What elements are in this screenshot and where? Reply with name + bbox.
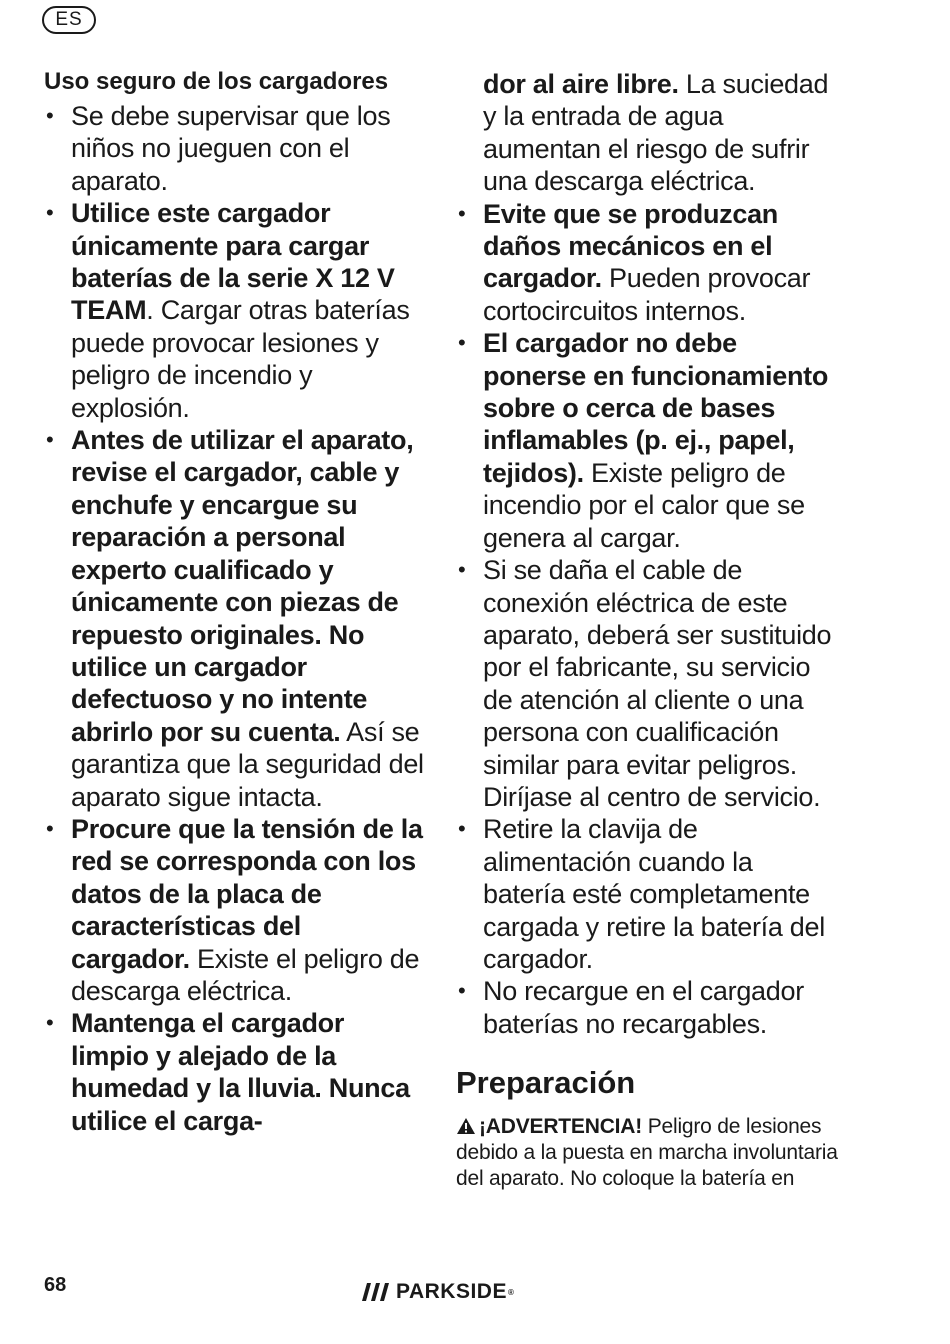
- section-heading: Uso seguro de los cargadores: [44, 68, 389, 95]
- warning-triangle-icon: [456, 1117, 476, 1135]
- list-item: • Antes de utilizar el aparato, revise el cargador, cable y enchufe y encargue su reparación a personal experto cualificado y únicamente con piezas de repuesto originales. No utilice un cargador defectuoso y no intente abrirlo por su cuenta. Así se garantiza que la seguridad del aparato sigue intacta.: [44, 424, 424, 813]
- list-item: • Procure que la tensión de la red se corresponda con los datos de la placa de características del cargador. Existe el peligro de descarga eléctrica.: [44, 813, 424, 1007]
- safety-list-left: [44, 100, 424, 1137]
- warning-label: ¡ADVERTENCIA!: [479, 1115, 643, 1139]
- brand-name: PARKSIDE: [396, 1280, 507, 1303]
- warning-paragraph: [456, 1114, 841, 1192]
- list-item: • El cargador no debe ponerse en funcionamiento sobre o cerca de bases inflamables (p. ej., papel, tejidos). Existe peligro de incendio por el calor que se genera al cargar.: [456, 327, 841, 554]
- list-item: • No recargue en el cargador baterías no recargables.: [456, 975, 841, 1040]
- brand-logo: [362, 1279, 514, 1305]
- warning-text: Peligro de lesiones debido a la puesta en marcha involuntaria del aparato. No coloque la batería en: [456, 1115, 838, 1191]
- list-item: • Mantenga el cargador limpio y alejado de la humedad y la lluvia. Nunca utilice el carga-: [44, 1007, 424, 1137]
- safety-list-right: [456, 68, 841, 1040]
- list-item-continued: dor al aire libre. La suciedad y la entrada de agua aumentan el riesgo de sufrir una descarga eléctrica.: [483, 69, 829, 197]
- brand-registered-mark: ®: [507, 1287, 515, 1297]
- list-item: • Evite que se produzcan daños mecánicos en el cargador. Pueden provocar cortocircuitos internos.: [456, 198, 841, 328]
- slashes-icon: [362, 1283, 390, 1301]
- list-item: • Si se daña el cable de conexión eléctrica de este aparato, deberá ser sustituido por el fabricante, su servicio de atención al cliente o una persona con cualificación similar para evitar peligros. Diríjase al centro de servicio.: [456, 554, 841, 813]
- preparation-title: Preparación: [456, 1065, 636, 1101]
- list-item: • Retire la clavija de alimentación cuando la batería esté completamente cargada y retire la batería del cargador.: [456, 813, 841, 975]
- page-number: 68: [44, 1274, 67, 1296]
- list-item: • Se debe supervisar que los niños no jueguen con el aparato.: [44, 100, 424, 197]
- right-column: [456, 68, 841, 1192]
- list-item: • Utilice este cargador únicamente para cargar baterías de la serie X 12 V TEAM. Cargar otras baterías puede provocar lesiones y peligro de incendio y explosión.: [44, 197, 424, 424]
- left-column: [44, 68, 424, 1137]
- language-badge: ES: [42, 6, 96, 34]
